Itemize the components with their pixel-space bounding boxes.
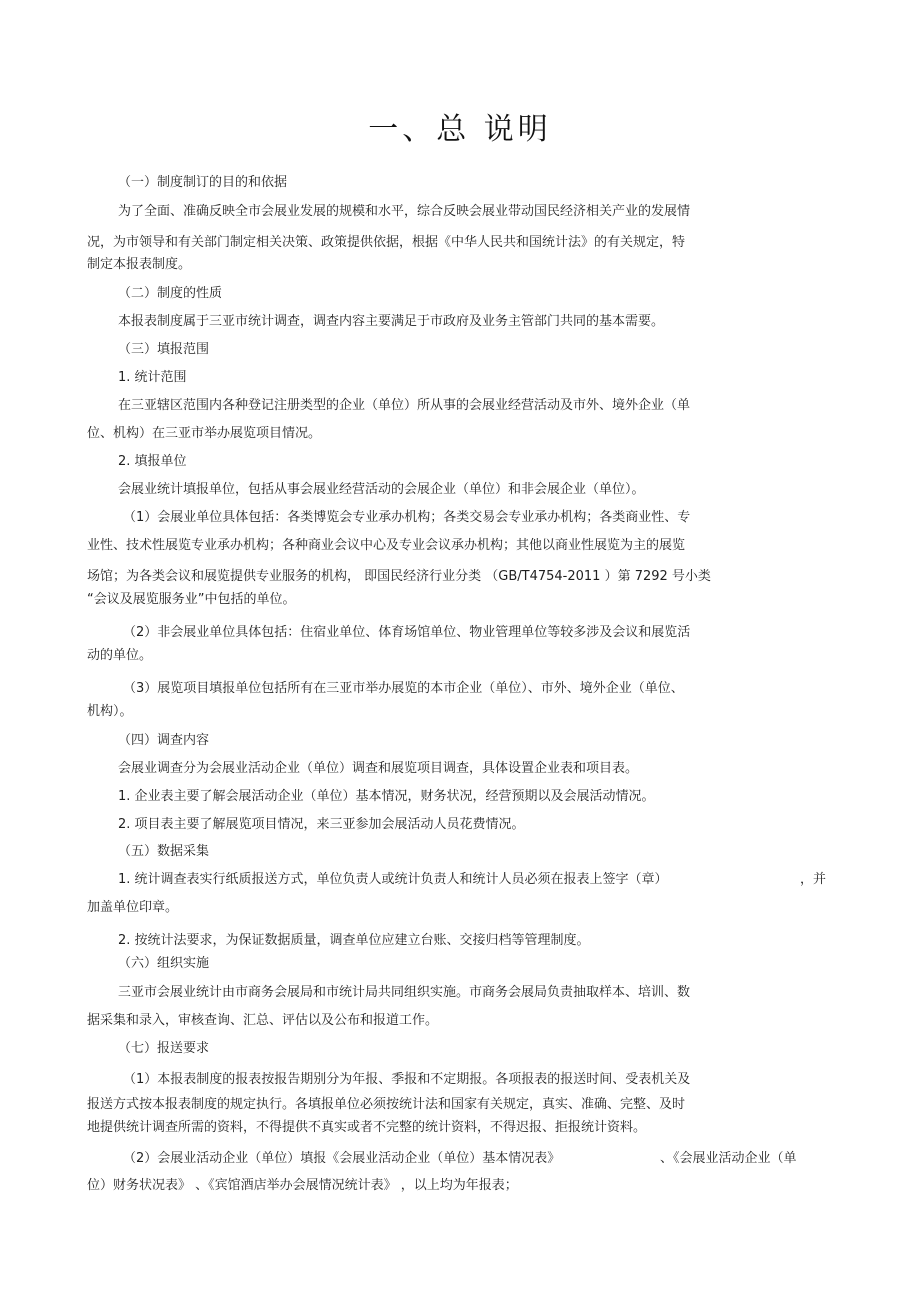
paragraph-line: 位、机构）在三亚市举办展览项目情况。 (87, 426, 322, 441)
section-heading-4: （四）调查内容 (118, 733, 210, 748)
paragraph-line: 机构）。 (87, 704, 133, 719)
paragraph-line: （2）非会展业单位具体包括：住宿业单位、体育场馆单位、物业管理单位等较多涉及会议和展览活 (123, 625, 691, 640)
paragraph-line: 加盖单位印章。 (87, 900, 179, 915)
section-heading-2: （二）制度的性质 (118, 286, 223, 301)
paragraph-line-tail: 、《会展业活动企业（单 (660, 1151, 797, 1166)
paragraph-line: （1）本报表制度的报表按报告期别分为年报、季报和不定期报。各项报表的报送时间、受表机关及 (123, 1072, 691, 1087)
paragraph-line: “会议及展览服务业”中包括的单位。 (87, 592, 296, 607)
paragraph-line: 2. 项目表主要了解展览项目情况，来三亚参加会展活动人员花费情况。 (118, 817, 525, 832)
paragraph-line: 况，为市领导和有关部门制定相关决策、政策提供依据，根据《中华人民共和国统计法》的有关规定，特 (87, 235, 686, 250)
paragraph-line: 动的单位。 (87, 648, 153, 663)
paragraph-line: 据采集和录入，审核查询、汇总、评估以及公布和报道工作。 (87, 1013, 439, 1028)
paragraph-line: 场馆；为各类会议和展览提供专业服务的机构， 即国民经济行业分类 （GB/T4754-2011 ）第 7292 号小类 (87, 569, 711, 584)
sub-heading: 1. 统计范围 (118, 370, 187, 385)
paragraph-line: （3）展览项目填报单位包括所有在三亚市举办展览的本市企业（单位）、市外、境外企业（单位、 (123, 681, 684, 696)
paragraph-line: 本报表制度属于三亚市统计调查，调查内容主要满足于市政府及业务主管部门共同的基本需要。 (118, 314, 665, 329)
paragraph-line: 为了全面、准确反映全市会展业发展的规模和水平，综合反映会展业带动国民经济相关产业的发展情 (118, 204, 691, 219)
paragraph-line: 业性、技术性展览专业承办机构；各种商业会议中心及专业会议承办机构；其他以商业性展览为主的展览 (87, 538, 686, 553)
paragraph-line: 位）财务状况表》 、《宾馆酒店举办会展情况统计表》 ，以上均为年报表； (87, 1178, 518, 1193)
paragraph-line: 在三亚辖区范围内各种登记注册类型的企业（单位）所从事的会展业经营活动及市外、境外企业（单 (118, 398, 691, 413)
paragraph-line: 地提供统计调查所需的资料，不得提供不真实或者不完整的统计资料，不得迟报、拒报统计资料。 (87, 1120, 647, 1135)
paragraph-line: 2. 按统计法要求，为保证数据质量，调查单位应建立台账、交接归档等管理制度。 (118, 933, 590, 948)
sub-heading: 2. 填报单位 (118, 454, 187, 469)
paragraph-line: 会展业统计填报单位，包括从事会展业经营活动的会展企业（单位）和非会展企业（单位）。 (118, 482, 645, 497)
section-heading-5: （五）数据采集 (118, 844, 210, 859)
paragraph-line: 1. 企业表主要了解会展活动企业（单位）基本情况，财务状况，经营预期以及会展活动情况。 (118, 789, 655, 804)
section-heading-1: （一）制度制订的目的和依据 (118, 175, 288, 190)
section-heading-6: （六）组织实施 (118, 956, 210, 971)
page-title: 一、总 说明 (368, 112, 552, 147)
paragraph-line: 报送方式按本报表制度的规定执行。各填报单位必须按统计法和国家有关规定，真实、准确、完整、及时 (87, 1097, 686, 1112)
paragraph-line: 1. 统计调查表实行纸质报送方式，单位负责人或统计负责人和统计人员必须在报表上签字（章） (118, 872, 668, 887)
paragraph-line: 三亚市会展业统计由市商务会展局和市统计局共同组织实施。市商务会展局负责抽取样本、培训、数 (118, 985, 691, 1000)
paragraph-line: （2）会展业活动企业（单位）填报《会展业活动企业（单位）基本情况表》 (123, 1151, 561, 1166)
paragraph-line: 会展业调查分为会展业活动企业（单位）调查和展览项目调查，具体设置企业表和项目表。 (118, 761, 639, 776)
paragraph-line: 制定本报表制度。 (87, 257, 192, 272)
paragraph-line: （1）会展业单位具体包括：各类博览会专业承办机构；各类交易会专业承办机构；各类商业性、专 (123, 510, 691, 525)
section-heading-7: （七）报送要求 (118, 1041, 210, 1056)
paragraph-line-tail: ，并 (800, 872, 827, 887)
section-heading-3: （三）填报范围 (118, 342, 210, 357)
